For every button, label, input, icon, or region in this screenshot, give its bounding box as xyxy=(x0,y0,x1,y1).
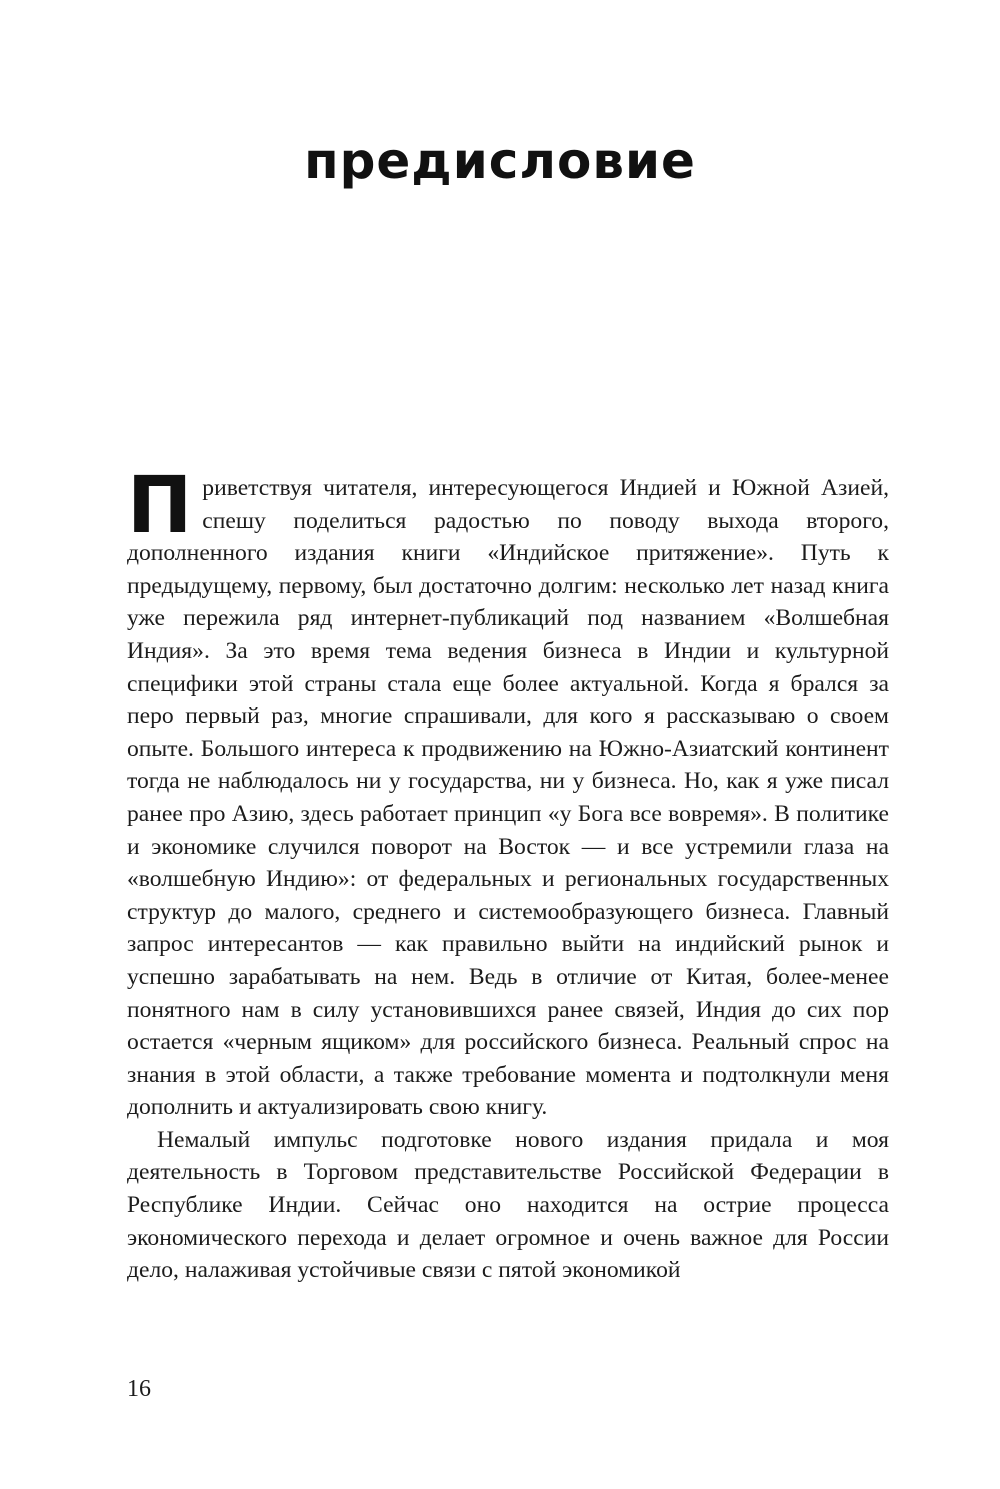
paragraph-2: Немалый импульс подготовке нового издания придала и моя деятельность в Торговом представительстве Российской Федерации в Республике Индии. Сейчас оно находится на острие процесса экономического перехода и делает огромное и очень важное для России дело, налаживая устойчивые связи с пятой экономикой xyxy=(127,1126,889,1284)
page-number: 16 xyxy=(127,1376,151,1402)
paragraph-1 xyxy=(127,461,889,1124)
paragraph-1-text: риветствуя читателя, интересующегося Индией и Южной Азией, спешу поделиться радостью по поводу выхода второго, дополненного издания книги «Индийское притяжение». Путь к предыдущему, первому, был достаточно долгим: несколько лет назад книга уже пережила ряд интернет-публикаций под названием «Волшебная Индия». За это время тема ведения бизнеса в Индии и культурной специфики этой страны стала еще более актуальной. Когда я брался за перо первый раз, многие спрашивали, для кого я рассказываю о своем опыте. Большого интереса к продвижению на Южно-Азиатский континент тогда не наблюдалось ни у государства, ни у бизнеса. Но, как я уже писал ранее про Азию, здесь работает принцип «у Бога все вовремя». В политике и экономике случился поворот на Восток — и все устремили глаза на «волшебную Индию»: от федеральных и региональных государственных структур до малого, среднего и системообразующего бизнеса. Главный запрос интересантов — как правильно выйти на индийский рынок и успешно зарабатывать на нем. Ведь в отличие от Китая, более-менее понятного нам в силу установившихся ранее связей, Индия до сих пор остается «черным ящиком» для российского бизнеса. Реальный спрос на знания в этой области, а также требование момента и подтолкнули меня дополнить и актуализировать свою книгу. xyxy=(127,475,889,1121)
chapter-title xyxy=(0,132,1000,190)
body-text xyxy=(127,461,889,1287)
drop-cap: П xyxy=(127,461,193,551)
chapter-title-text: предисловие xyxy=(304,132,696,190)
